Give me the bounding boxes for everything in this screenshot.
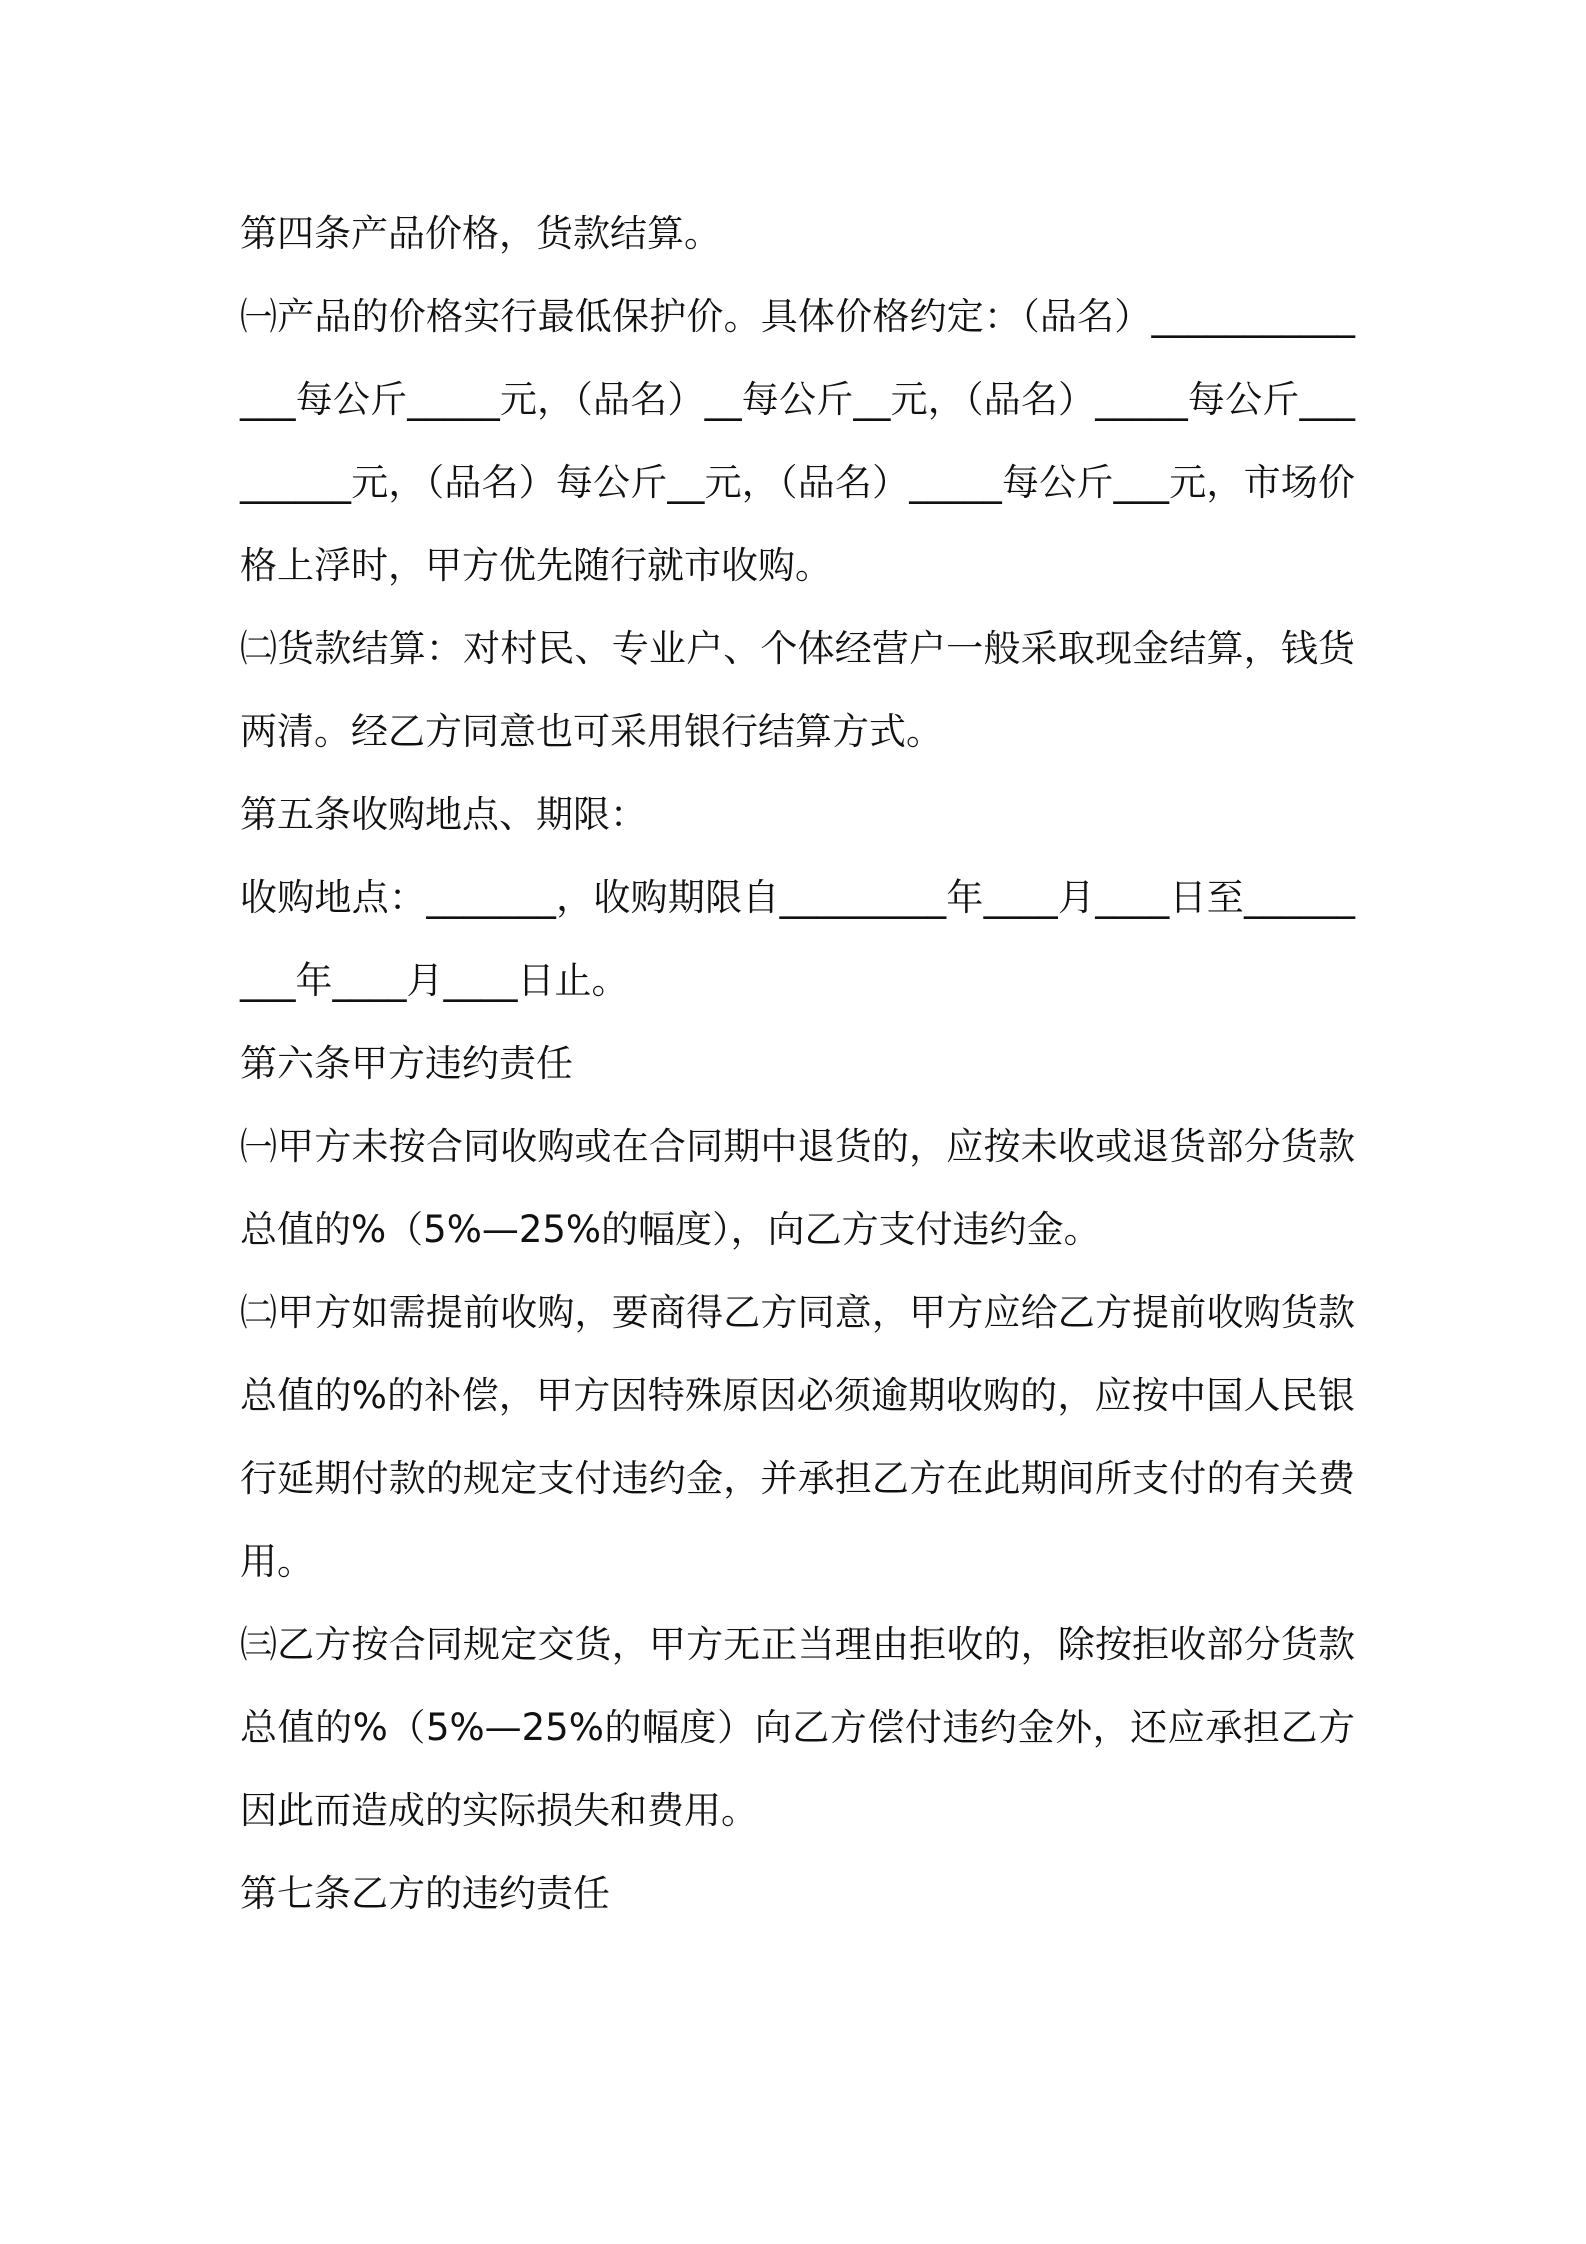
article-6-heading: 第六条甲方违约责任 — [240, 1042, 573, 1085]
article-4-heading: 第四条产品价格，货款结算。 — [240, 212, 721, 255]
article-6-clause-1: ㈠甲方未按合同收购或在合同期中退货的，应按未收或退货部分货款总值的%（5%—25%的幅度），向乙方支付违约金。 — [240, 1125, 1355, 1251]
article-6-clause-3: ㈢乙方按合同规定交货，甲方无正当理由拒收的，除按拒收部分货款总值的%（5%—25%的幅度）向乙方偿付违约金外，还应承担乙方因此而造成的实际损失和费用。 — [240, 1623, 1355, 1832]
article-5-location-period: 收购地点：_______，收购期限自_________年____月____日至_________年____月____日止。 — [240, 876, 1355, 1002]
article-4-clause-1-price: ㈠产品的价格实行最低保护价。具体价格约定：（品名）______________每公斤_____元，（品名）__每公斤__元，（品名）_____每公斤_________元，（品名）每公斤__元，（品名）_____每公斤___元，市场价格上浮时，甲方优先随行就市收购。 — [240, 295, 1355, 587]
article-7-heading: 第七条乙方的违约责任 — [240, 1872, 610, 1915]
article-4-clause-2-settlement: ㈡货款结算：对村民、专业户、个体经营户一般采取现金结算，钱货两清。经乙方同意也可采用银行结算方式。 — [240, 627, 1355, 753]
article-6-clause-2: ㈡甲方如需提前收购，要商得乙方同意，甲方应给乙方提前收购货款总值的%的补偿，甲方因特殊原因必须逾期收购的，应按中国人民银行延期付款的规定支付违约金，并承担乙方在此期间所支付的有关费用。 — [240, 1291, 1355, 1583]
article-5-heading: 第五条收购地点、期限： — [240, 793, 647, 836]
document-body — [240, 192, 1355, 1935]
